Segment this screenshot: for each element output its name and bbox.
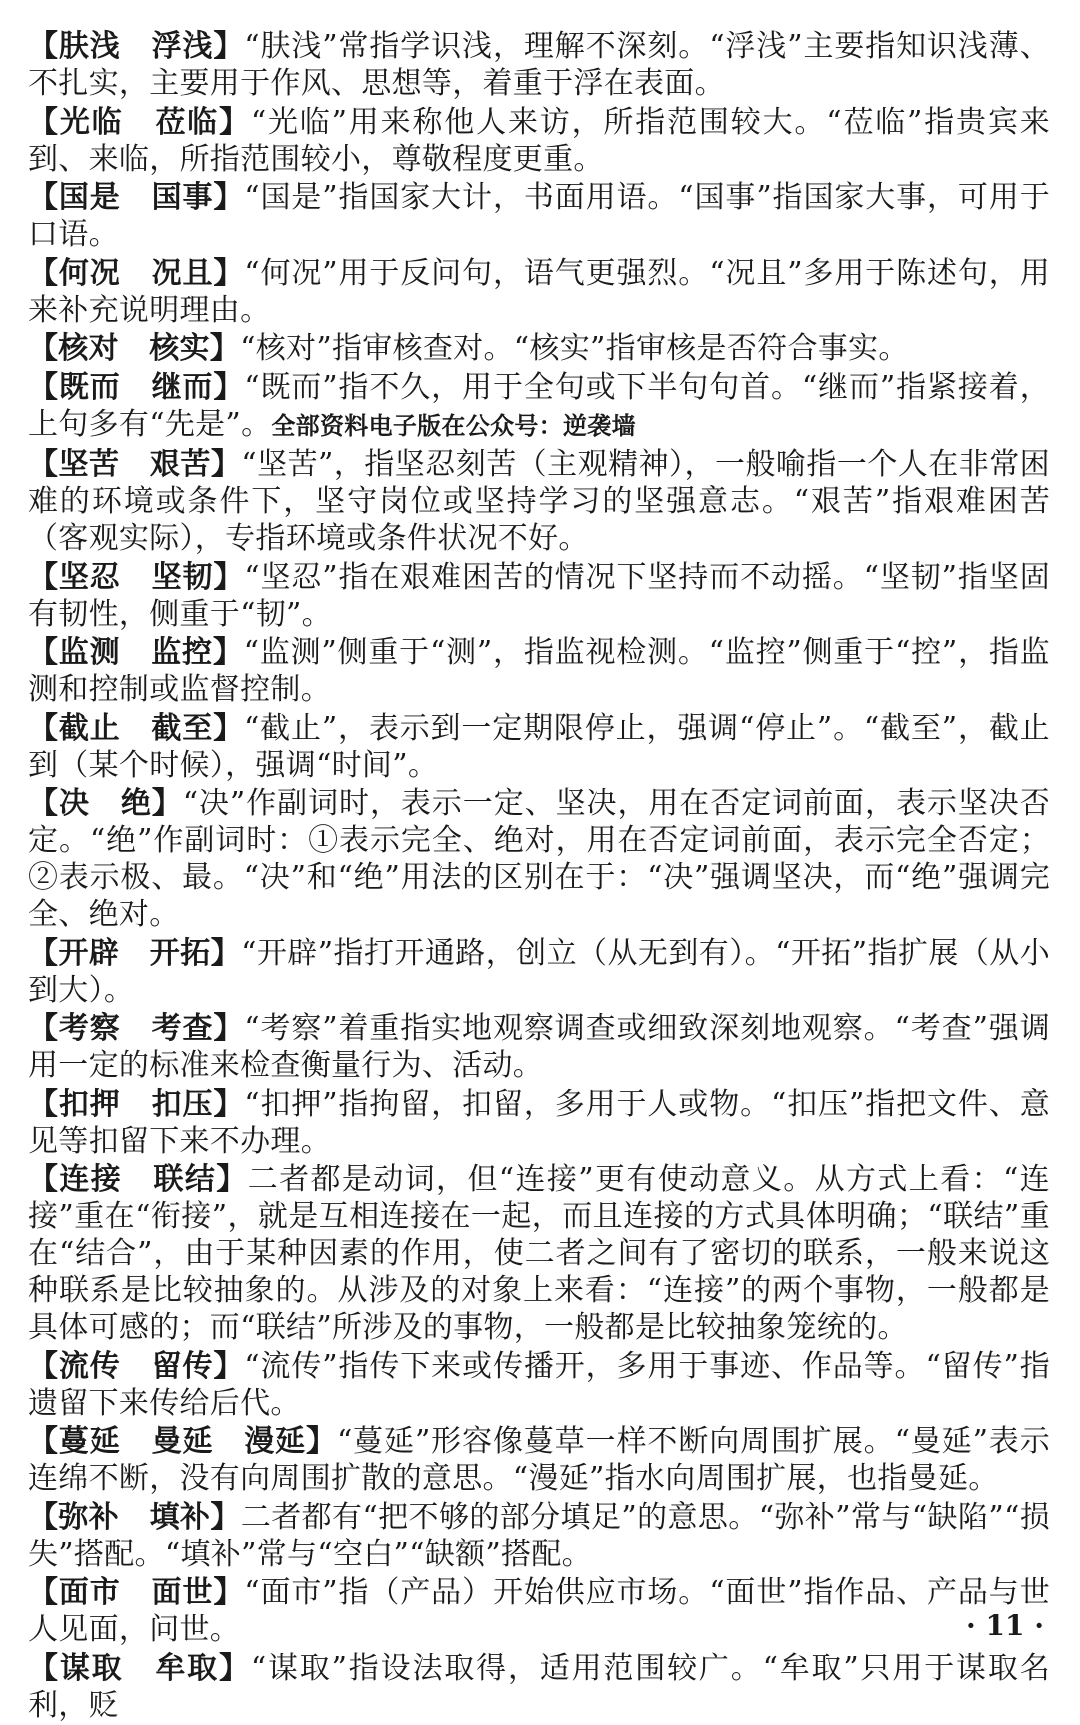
- entry-text: 二者都有“把不够的部分填足”的意思。“弥补”常与“缺陷”“损失”搭配。“填补”常与“空白”“缺额”搭配。: [28, 1499, 1050, 1572]
- entry-term: 【坚苦 艰苦】: [28, 447, 242, 482]
- entry-term: 【谋取 牟取】: [28, 1650, 251, 1686]
- entry-text: “决”作副词时，表示一定、坚决，用在否定词前面，表示坚决否定。“绝”作副词时：①表示完全、绝对，用在否定词前面，表示完全否定；②表示极、最。“决”和“绝”用法的区别在于：“决”强调坚决，而“绝”强调完全、绝对。: [28, 786, 1051, 932]
- entry-hekuang: [28, 255, 1050, 329]
- entry-text: “考察”着重指实地观察调查或细致深刻地观察。“考查”强调用一定的标准来检查衡量行为、活动。: [28, 1011, 1050, 1083]
- entry-text: “既而”指不久，用于全句或下半句句首。“继而”指紧接着，上句多有“先是”。: [28, 369, 1050, 442]
- dictionary-page: [28, 28, 1050, 1725]
- entry-term: 【决 绝】: [28, 786, 183, 821]
- entry-liuchuan: [28, 1348, 1050, 1422]
- entry-text: “谋取”指设法取得，适用范围较广。“牟取”只用于谋取名利，贬: [28, 1650, 1050, 1723]
- entry-jiezhi: [28, 710, 1050, 784]
- entry-term: 【光临 莅临】: [28, 104, 251, 140]
- entry-term: 【坚忍 坚韧】: [28, 559, 245, 595]
- entry-text: “截止”，表示到一定期限停止，强调“停止”。“截至”，截止到（某个时候），强调“时间”。: [28, 710, 1050, 783]
- entry-text: “国是”指国家大计，书面用语。“国事”指国家大事，可用于口语。: [28, 180, 1050, 252]
- entry-mianshi: [28, 1574, 1050, 1648]
- entry-kouya: [28, 1086, 1050, 1160]
- entry-term: 【核对 核实】: [28, 331, 241, 366]
- entry-term: 【肤浅 浮浅】: [28, 29, 245, 64]
- entry-term: 【国是 国事】: [28, 180, 245, 215]
- entry-term: 【面市 面世】: [28, 1575, 245, 1610]
- entry-mibu: [28, 1499, 1050, 1573]
- entry-hedui: [28, 330, 1050, 367]
- entry-term: 【考察 考查】: [28, 1011, 245, 1046]
- entry-term: 【监测 监控】: [28, 635, 244, 670]
- entry-term: 【扣押 扣压】: [28, 1086, 245, 1122]
- entry-term: 【蔓延 曼延 漫延】: [28, 1424, 337, 1459]
- entry-text: “坚苦”，指坚忍刻苦（主观精神），一般喻指一个人在非常困难的环境或条件下，坚守岗位或坚持学习的坚强意志。“艰苦”指艰难困苦（客观实际），专指环境或条件状况不好。: [28, 447, 1050, 556]
- entry-term: 【截止 截至】: [28, 710, 244, 746]
- entry-guanglin: [28, 104, 1050, 178]
- page-number: · 11 ·: [966, 1609, 1044, 1642]
- entry-term: 【既而 继而】: [28, 369, 245, 405]
- entry-text: “肤浅”常指学识浅，理解不深刻。“浮浅”主要指知识浅薄、不扎实，主要用于作风、思想等，着重于浮在表面。: [28, 29, 1050, 101]
- entry-text: “面市”指（产品）开始供应市场。“面世”指作品、产品与世人见面，问世。: [28, 1575, 1050, 1647]
- entry-lianjie: [28, 1161, 1050, 1346]
- entry-text: 二者都是动词，但“连接”更有使动意义。从方式上看：“连接”重在“衔接”，就是互相连接在一起，而且连接的方式具体明确；“联结”重在“结合”，由于某种因素的作用，使二者之间有了密切的联系，一般来说这种联系是比较抽象的。从涉及的对象上来看：“连接”的两个事物，一般都是具体可感的；而“联结”所涉及的事物，一般都是比较抽象笼统的。: [28, 1162, 1050, 1345]
- entry-text: “流传”指传下来或传播开，多用于事迹、作品等。“留传”指遗留下来传给后代。: [28, 1348, 1050, 1421]
- entry-jianren: [28, 559, 1050, 633]
- entry-term: 【何况 况且】: [28, 255, 245, 291]
- entry-term: 【弥补 填补】: [28, 1499, 241, 1535]
- entry-mouqu: [28, 1650, 1050, 1724]
- entry-text: “扣押”指拘留，扣留，多用于人或物。“扣压”指把文件、意见等扣留下来不办理。: [28, 1086, 1050, 1159]
- promo-note: 全部资料电子版在公众号：逆袭墙: [271, 411, 636, 440]
- entry-text: “蔓延”形容像蔓草一样不断向周围扩展。“曼延”表示连绵不断，没有向周围扩散的意思。“漫延”指水向周围扩展，也指曼延。: [28, 1424, 1051, 1496]
- entry-guoshi: [28, 179, 1050, 253]
- entry-kaocha: [28, 1010, 1050, 1084]
- entry-fuqian: [28, 28, 1050, 102]
- entry-text: “核对”指审核查对。“核实”指审核是否符合事实。: [240, 331, 909, 366]
- entry-text: “光临”用来称他人来访，所指范围较大。“莅临”指贵宾来到、来临，所指范围较小，尊敬程度更重。: [28, 104, 1050, 177]
- entry-jue: [28, 785, 1050, 933]
- entry-jianku: [28, 446, 1050, 557]
- entry-jier: [28, 369, 1050, 445]
- entry-text: “坚忍”指在艰难困苦的情况下坚持而不动摇。“坚韧”指坚固有韧性，侧重于“韧”。: [28, 559, 1050, 632]
- entry-text: “监测”侧重于“测”，指监视检测。“监控”侧重于“控”，指监测和控制或监督控制。: [28, 635, 1050, 707]
- entry-jiance: [28, 634, 1050, 708]
- entry-kaipi: [28, 935, 1050, 1009]
- entry-manyan: [28, 1423, 1050, 1497]
- entry-text: “何况”用于反问句，语气更强烈。“况且”多用于陈述句，用来补充说明理由。: [28, 255, 1050, 328]
- entry-term: 【连接 联结】: [28, 1162, 248, 1197]
- entry-text: “开辟”指打开通路，创立（从无到有）。“开拓”指扩展（从小到大）。: [28, 935, 1050, 1008]
- entry-term: 【流传 留传】: [28, 1348, 245, 1384]
- entry-term: 【开辟 开拓】: [28, 935, 242, 971]
